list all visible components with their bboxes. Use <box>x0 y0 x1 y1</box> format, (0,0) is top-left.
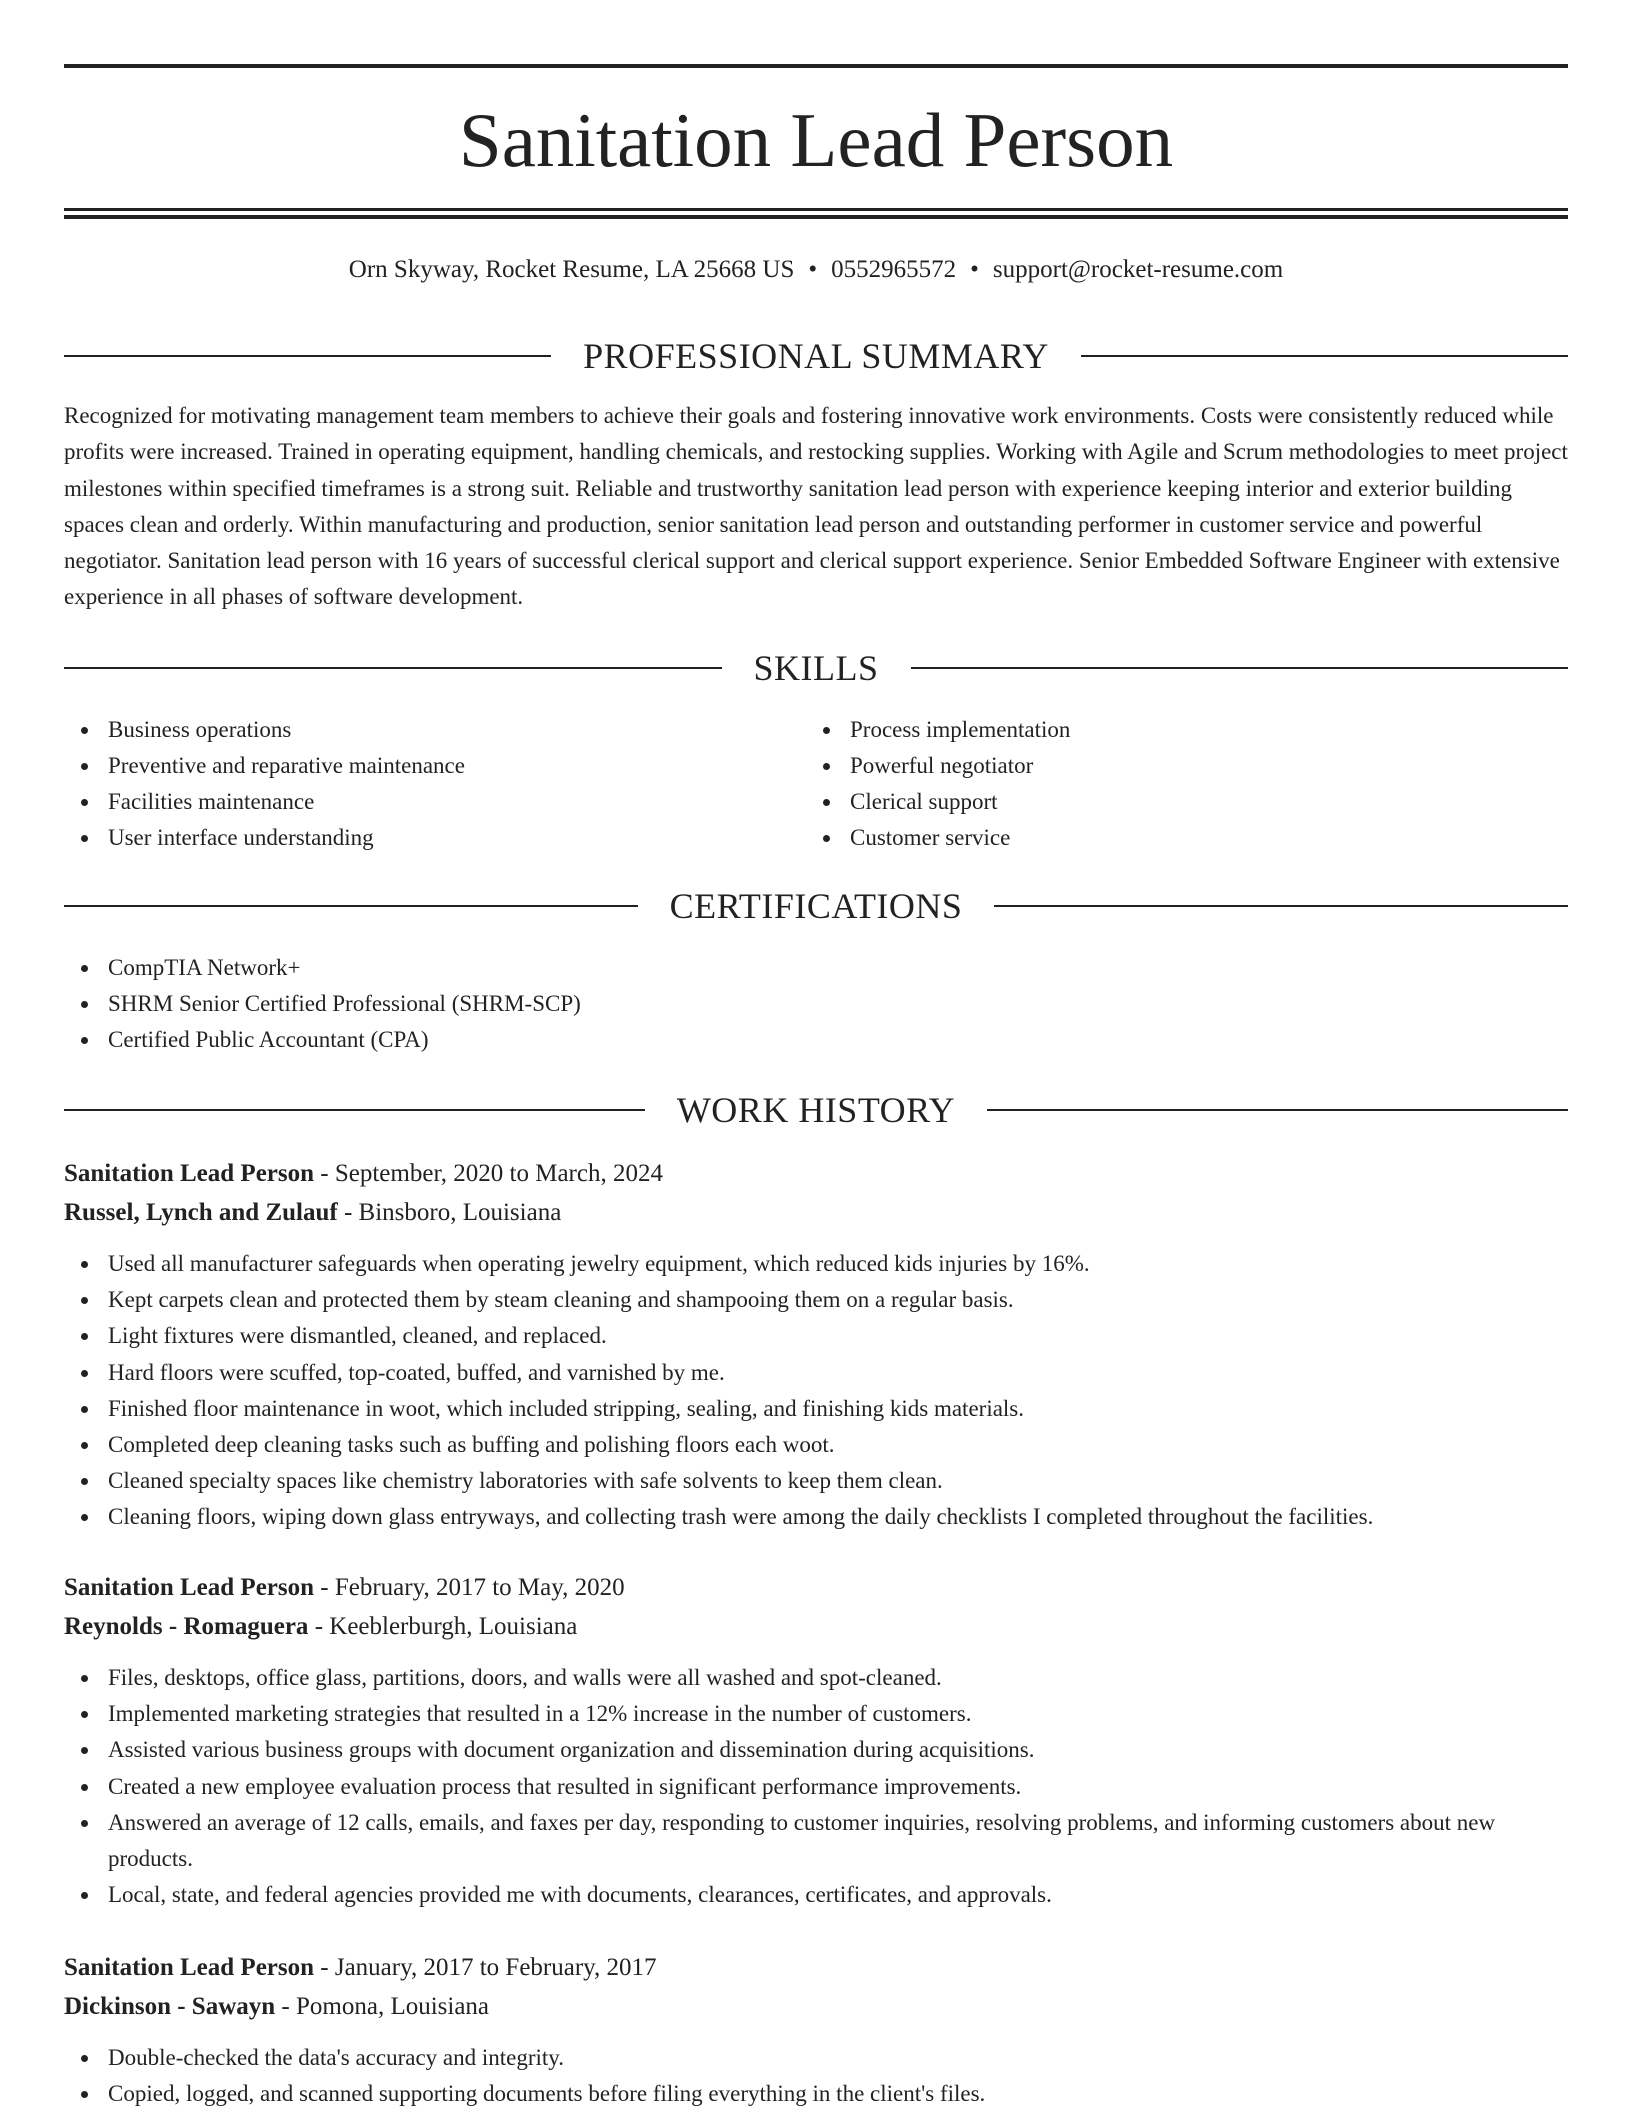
skills-list-right <box>806 712 1506 856</box>
summary-heading: PROFESSIONAL SUMMARY <box>583 336 1049 376</box>
skills-section-header <box>64 646 1568 690</box>
work-history-section-header <box>64 1088 1568 1132</box>
divider-line <box>994 905 1568 907</box>
job-company: Russel, Lynch and Zulauf <box>64 1199 338 1226</box>
job-bullet: Created a new employee evaluation process that resulted in significant performance improvements. <box>108 1769 1568 1805</box>
job-company: Reynolds - Romaguera <box>64 1613 309 1640</box>
divider-line <box>64 1109 645 1111</box>
job-bullets <box>64 2040 1568 2112</box>
job-location: - Keeblerburgh, Louisiana <box>308 1613 578 1640</box>
job-bullets <box>64 1246 1568 1536</box>
job-bullet: Light fixtures were dismantled, cleaned, and replaced. <box>108 1318 1568 1354</box>
job-entry <box>64 1568 1568 1913</box>
job-bullet: Double-checked the data's accuracy and integrity. <box>108 2040 1568 2076</box>
resume-name: Sanitation Lead Person <box>458 97 1174 183</box>
job-bullet: Kept carpets clean and protected them by steam cleaning and shampooing them on a regular basis. <box>108 1282 1568 1318</box>
job-title: Sanitation Lead Person <box>64 1160 315 1187</box>
job-bullet: Assisted various business groups with document organization and dissemination during acquisitions. <box>108 1732 1568 1768</box>
summary-text: Recognized for motivating management team members to achieve their goals and fostering innovative work environments. Costs were consistently reduced while profits were increased. Trained in operating equipment, handling chemicals, and restocking supplies. Working with Agile and Scrum methodologies to meet project milestones within specified timeframes is a strong suit. Reliable and trustworthy sanitation lead person with experience keeping interior and exterior building spaces clean and orderly. Within manufacturing and production, senior sanitation lead person and outstanding performer in customer service and powerful negotiator. Sanitation lead person with 16 years of successful clerical support and clerical support experience. Senior Embedded Software Engineer with extensive experience in all phases of software development. <box>64 403 1568 610</box>
job-company-line <box>64 1193 1568 1232</box>
job-title-line <box>64 1568 1568 1607</box>
skill-item: Process implementation <box>850 712 1506 748</box>
job-title-line <box>64 1154 1568 1193</box>
certifications-list <box>64 950 1568 1058</box>
certification-item: Certified Public Accountant (CPA) <box>108 1022 1568 1058</box>
job-title: Sanitation Lead Person <box>64 1574 315 1601</box>
job-bullet: Cleaned specialty spaces like chemistry laboratories with safe solvents to keep them clean. <box>108 1463 1568 1499</box>
skill-item: Preventive and reparative maintenance <box>108 748 764 784</box>
skills-right-column <box>806 712 1506 856</box>
contact-separator: • <box>970 256 979 283</box>
job-bullet: Finished floor maintenance in woot, which included stripping, sealing, and finishing kids materials. <box>108 1391 1568 1427</box>
job-entry <box>64 1948 1568 2112</box>
skills-heading: SKILLS <box>753 648 879 688</box>
job-bullet: Files, desktops, office glass, partitions, doors, and walls were all washed and spot-cleaned. <box>108 1660 1568 1696</box>
skills-list-left <box>64 712 764 856</box>
top-rule <box>64 64 1568 68</box>
job-entry <box>64 1154 1568 1536</box>
job-dates: - September, 2020 to March, 2024 <box>314 1160 663 1187</box>
job-company: Dickinson - Sawayn <box>64 1993 276 2020</box>
job-bullet: Local, state, and federal agencies provided me with documents, clearances, certificates, and approvals. <box>108 1877 1568 1913</box>
contact-email: support@rocket-resume.com <box>992 256 1284 283</box>
job-bullet: Implemented marketing strategies that resulted in a 12% increase in the number of customers. <box>108 1696 1568 1732</box>
skill-item: Business operations <box>108 712 764 748</box>
job-bullet: Copied, logged, and scanned supporting documents before filing everything in the client's files. <box>108 2076 1568 2112</box>
job-dates: - February, 2017 to May, 2020 <box>314 1574 625 1601</box>
skill-item: Powerful negotiator <box>850 748 1506 784</box>
job-location: - Pomona, Louisiana <box>275 1993 490 2020</box>
certification-item: SHRM Senior Certified Professional (SHRM-SCP) <box>108 986 1568 1022</box>
skill-item: Facilities maintenance <box>108 784 764 820</box>
job-company-line <box>64 1987 1568 2026</box>
certifications-block <box>64 950 1568 1058</box>
header-double-rule <box>64 208 1568 219</box>
skill-item: Customer service <box>850 820 1506 856</box>
job-bullets <box>64 1660 1568 1913</box>
contact-line <box>64 252 1568 288</box>
job-location: - Binsboro, Louisiana <box>337 1199 562 1226</box>
job-bullet: Hard floors were scuffed, top-coated, buffed, and varnished by me. <box>108 1355 1568 1391</box>
work-history-heading: WORK HISTORY <box>676 1090 956 1130</box>
job-dates: - January, 2017 to February, 2017 <box>314 1954 657 1981</box>
certifications-section-header <box>64 884 1568 928</box>
job-title: Sanitation Lead Person <box>64 1954 315 1981</box>
divider-line <box>64 667 722 669</box>
divider-line <box>987 1109 1568 1111</box>
divider-line <box>64 355 551 357</box>
divider-line <box>1081 355 1568 357</box>
job-title-line <box>64 1948 1568 1987</box>
certifications-heading: CERTIFICATIONS <box>669 886 963 926</box>
skill-item: Clerical support <box>850 784 1506 820</box>
certification-item: CompTIA Network+ <box>108 950 1568 986</box>
job-company-line <box>64 1607 1568 1646</box>
contact-separator: • <box>808 256 818 283</box>
divider-line <box>911 667 1569 669</box>
contact-phone: 0552965572 <box>831 256 957 283</box>
job-bullet: Answered an average of 12 calls, emails, and faxes per day, responding to customer inquiries, resolving problems, and informing customers about new products. <box>108 1805 1568 1877</box>
contact-address: Orn Skyway, Rocket Resume, LA 25668 US <box>348 256 795 283</box>
skill-item: User interface understanding <box>108 820 764 856</box>
job-bullet: Completed deep cleaning tasks such as buffing and polishing floors each woot. <box>108 1427 1568 1463</box>
divider-line <box>64 905 638 907</box>
job-bullet: Cleaning floors, wiping down glass entryways, and collecting trash were among the daily checklists I completed throughout the facilities. <box>108 1499 1568 1535</box>
summary-section-header <box>64 334 1568 378</box>
skills-left-column <box>64 712 764 856</box>
job-bullet: Used all manufacturer safeguards when operating jewelry equipment, which reduced kids injuries by 16%. <box>108 1246 1568 1282</box>
